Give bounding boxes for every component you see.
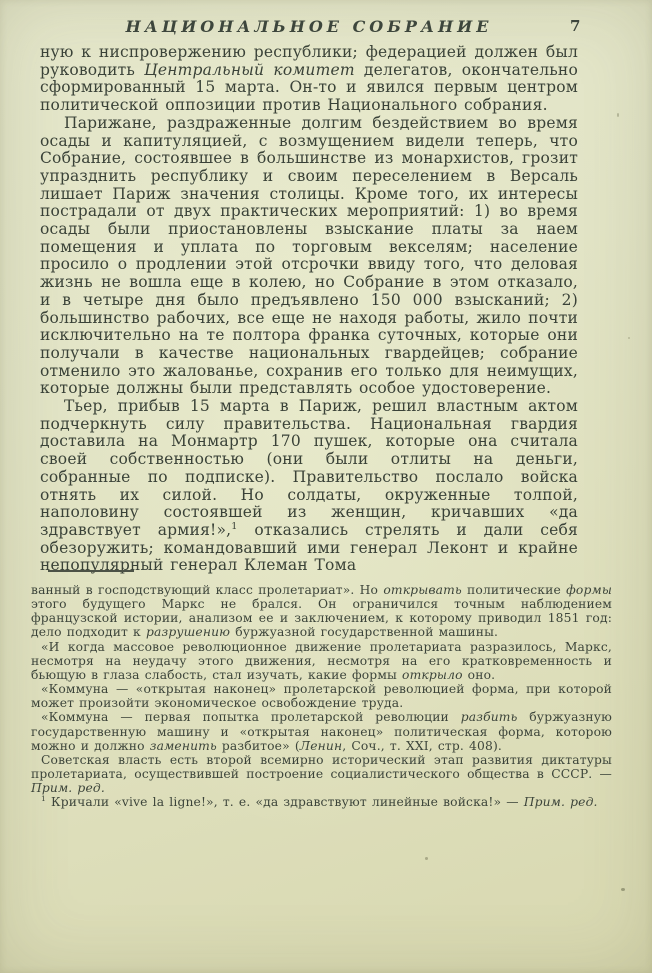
- paper-speck: [628, 337, 630, 339]
- footnote-paragraph: «И когда массовое революционное движение пролетариата разразилось, Маркс, несмотря на неудачу этого движения, несмотря на его кратковременность и бьющую в глаза слабость, стал изучать, какие формы открыло оно.: [31, 639, 612, 682]
- body-paragraph: ную к ниспровержению республики; федерацией должен был руководить Центральный комитет делегатов, окончательно сформированный 15 марта. Он-то и явился первым центром политической оппозиции против Национального собрания.: [40, 43, 578, 115]
- running-title: НАЦИОНАЛЬНОЕ СОБРАНИЕ: [125, 17, 493, 36]
- footnote-paragraph: $^1$ Кричали «vive la ligne!», т. е. «да здравствуют линейные войска!» — Прим. ред.: [41, 794, 598, 810]
- paper-speck: [617, 113, 619, 117]
- page-header: [40, 17, 581, 37]
- footnote-separator-rule: [48, 570, 134, 572]
- body-paragraph: Тьер, прибыв 15 марта в Париж, решил властным актом подчеркнуть силу правительства. Национальная гвардия доставила на Монмартр 170 пушек, которые она считала своей собственностью (они были отлиты на деньги, собранные по подписке). Правительство послало войска отнять их силой. Но солдаты, окруженные толпой, наполовину состоявшей из женщин, кричавших «да здравствует армия!»,$^1$ отказались стрелять и дали себя обезоружить; командовавший ими генерал Леконт и крайне непопулярный генерал Клеман Тома: [40, 397, 578, 575]
- footnote-paragraph: Советская власть есть второй всемирно исторический этап развития диктатуры пролетариата, осуществившей построение социалистического общества в СССР. — Прим. ред.: [31, 752, 612, 796]
- paper-speck: [621, 888, 625, 891]
- footnote-paragraph: «Коммуна — первая попытка пролетарской революции разбить буржуазную государственную машину и «открытая наконец» политическая форма, которою можно и должно заменить разбитое» (Ленин, Соч., т. XXI, стр. 408).: [31, 710, 612, 753]
- footnotes: [31, 583, 612, 810]
- footnote-paragraph: «Коммуна — «открытая наконец» пролетарской революцией форма, при которой может произойти экономическое освобождение труда.: [31, 682, 612, 711]
- page-number: 7: [570, 17, 581, 35]
- main-text: [40, 44, 578, 575]
- paper-speck: [425, 857, 428, 860]
- footnote-paragraph: ванный в господствующий класс пролетариат». Но открывать политические формы этого будущего Маркс не брался. Он ограничился точным наблюдением французской истории, анализом ее и заключением, к которому приводил 1851 год: дело подходит к разрушению буржуазной государственной машины.: [31, 583, 612, 640]
- body-paragraph: Парижане, раздраженные долгим бездействием во время осады и капитуляцией, с возмущением видели теперь, что Собрание, состоявшее в большинстве из монархистов, грозит упразднить республику и своим переселением в Версаль лишает Париж значения столицы. Кроме того, их интересы пострадали от двух практических мероприятий: 1) во время осады были приостановлены взыскание платы за наем помещения и уплата по торговым векселям; население просило о продлении этой отсрочки ввиду того, что деловая жизнь не вошла еще в колею, но Собрание в этом отказало, и в четыре дня было предъявлено 150 000 взысканий; 2) большинство рабочих, все еще не находя работы, жило почти исключительно на те полтора франка суточных, которые они получали в качестве национальных гвардейцев; собрание отменило это жалованье, сохранив его только для неимущих, которые должны были представлять особое удостоверение.: [40, 113, 578, 398]
